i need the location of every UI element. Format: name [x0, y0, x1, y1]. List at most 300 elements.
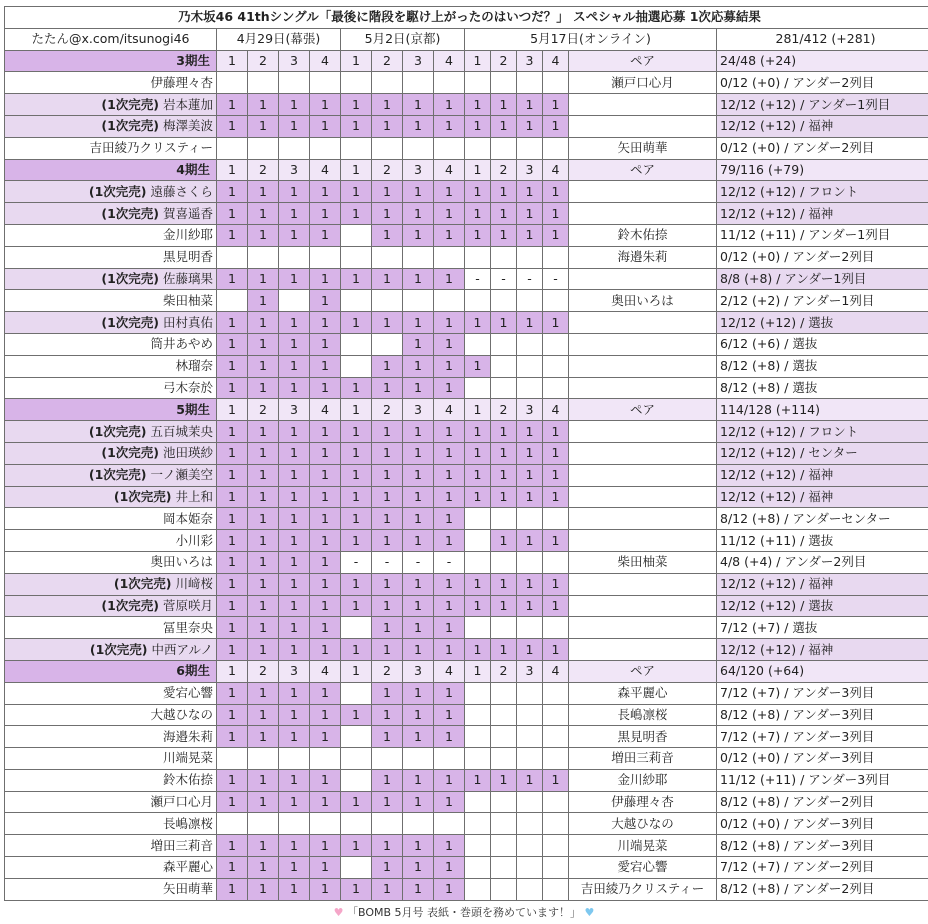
member-result: 12/12 (+12) / 福神 [717, 486, 928, 508]
member-row [5, 508, 928, 530]
session-cell [217, 246, 248, 268]
session-cell: 1 [465, 769, 491, 791]
session-cell: 1 [403, 508, 434, 530]
member-row [5, 595, 928, 617]
session-cell: 1 [248, 312, 279, 334]
session-cell: 1 [517, 312, 543, 334]
member-name-cell [5, 464, 217, 486]
session-cell: 1 [372, 355, 403, 377]
session-cell [465, 617, 491, 639]
member-result: 6/12 (+6) / 選抜 [717, 333, 928, 355]
session-cell [403, 246, 434, 268]
session-cell: 1 [341, 595, 372, 617]
session-cell: 1 [341, 573, 372, 595]
session-cell: 1 [403, 312, 434, 334]
member-result: 0/12 (+0) / アンダー3列目 [717, 748, 928, 770]
member-name-cell [5, 442, 217, 464]
session-cell [465, 704, 491, 726]
session-cell: 1 [403, 639, 434, 661]
pair-partner [569, 573, 717, 595]
slot-number: 4 [434, 399, 465, 421]
session-cell: 1 [248, 224, 279, 246]
session-cell: 1 [434, 94, 465, 116]
session-cell: 1 [310, 791, 341, 813]
sold-out-tag: (1次完売) [113, 488, 172, 504]
session-cell [341, 137, 372, 159]
title-row [5, 7, 928, 29]
session-cell: 1 [279, 486, 310, 508]
session-cell: 1 [217, 617, 248, 639]
session-cell: 1 [279, 377, 310, 399]
session-cell: 1 [248, 486, 279, 508]
pair-partner: 矢田萌華 [569, 137, 717, 159]
session-cell: 1 [310, 115, 341, 137]
session-cell: 1 [403, 377, 434, 399]
session-cell: 1 [434, 878, 465, 900]
pair-partner [569, 442, 717, 464]
slot-number: 2 [248, 660, 279, 682]
member-row [5, 181, 928, 203]
session-cell [543, 704, 569, 726]
session-cell [543, 835, 569, 857]
session-cell [279, 72, 310, 94]
session-cell: 1 [372, 530, 403, 552]
session-cell: 1 [465, 573, 491, 595]
session-cell [543, 355, 569, 377]
session-cell [543, 137, 569, 159]
session-cell [465, 508, 491, 530]
session-cell [341, 726, 372, 748]
member-name: 瀬戸口心月 [150, 794, 213, 810]
session-cell: 1 [217, 769, 248, 791]
session-cell: 1 [372, 791, 403, 813]
sold-out-tag: (1次完売) [101, 314, 159, 330]
session-cell: 1 [491, 224, 517, 246]
session-cell: 1 [341, 312, 372, 334]
session-cell: 1 [434, 791, 465, 813]
session-cell: 1 [517, 595, 543, 617]
session-cell: 1 [217, 835, 248, 857]
session-cell: 1 [248, 442, 279, 464]
member-result: 8/12 (+8) / アンダー3列目 [717, 835, 928, 857]
member-name: 川﨑桜 [175, 576, 213, 592]
session-cell: 1 [310, 704, 341, 726]
pair-header: ペア [569, 50, 717, 72]
member-row [5, 682, 928, 704]
slot-number: 4 [434, 660, 465, 682]
member-result: 8/12 (+8) / アンダー2列目 [717, 791, 928, 813]
session-cell [248, 137, 279, 159]
session-cell [279, 246, 310, 268]
member-result: 8/12 (+8) / アンダー3列目 [717, 704, 928, 726]
session-cell [279, 137, 310, 159]
member-row [5, 355, 928, 377]
session-cell [341, 769, 372, 791]
session-cell [465, 377, 491, 399]
session-cell: 1 [248, 355, 279, 377]
session-cell: 1 [491, 486, 517, 508]
session-cell [372, 748, 403, 770]
page-title: 乃木坂46 41thシングル「最後に階段を駆け上がったのはいつだ？」 スペシャル抽選応募 1次応募結果 [5, 7, 928, 29]
session-cell: 1 [403, 573, 434, 595]
sold-out-tag: (1次完売) [89, 641, 148, 657]
pair-partner [569, 333, 717, 355]
session-cell [491, 355, 517, 377]
session-cell [403, 72, 434, 94]
session-cell: 1 [434, 355, 465, 377]
member-name: 愛宕心響 [162, 685, 213, 701]
pair-partner: 黒見明香 [569, 726, 717, 748]
member-name-cell [5, 72, 217, 94]
member-name: 岡本姫奈 [162, 510, 213, 526]
generation-name: 6期生 [5, 660, 217, 682]
session-cell [465, 857, 491, 879]
slot-number: 1 [341, 50, 372, 72]
session-cell [465, 551, 491, 573]
sold-out-tag: (1次完売) [101, 597, 159, 613]
session-cell: 1 [403, 268, 434, 290]
session-cell: 1 [248, 551, 279, 573]
session-cell: 1 [434, 421, 465, 443]
slot-number: 3 [517, 660, 543, 682]
session-cell: 1 [310, 857, 341, 879]
session-cell: 1 [434, 203, 465, 225]
session-cell: 1 [279, 94, 310, 116]
session-cell: 1 [217, 791, 248, 813]
slot-number: 4 [310, 50, 341, 72]
session-cell: 1 [517, 573, 543, 595]
session-cell: 1 [310, 878, 341, 900]
member-name-cell [5, 290, 217, 312]
session-cell: 1 [403, 333, 434, 355]
session-cell: 1 [279, 835, 310, 857]
slot-number: 2 [248, 159, 279, 181]
session-cell: 1 [543, 312, 569, 334]
pair-partner: 増田三莉音 [569, 748, 717, 770]
session-cell [517, 508, 543, 530]
member-name: 川端晃菜 [162, 750, 213, 766]
member-name: 吉田綾乃クリスティー [89, 140, 213, 156]
session-cell: - [372, 551, 403, 573]
session-cell [279, 813, 310, 835]
member-row [5, 442, 928, 464]
session-cell: 1 [543, 595, 569, 617]
member-name: 奥田いろは [150, 554, 213, 570]
slot-number: 3 [403, 660, 434, 682]
session-cell: 1 [310, 486, 341, 508]
pair-partner [569, 530, 717, 552]
session-cell: 1 [341, 464, 372, 486]
session-cell: 1 [310, 224, 341, 246]
session-cell: 1 [491, 442, 517, 464]
session-cell: 1 [279, 878, 310, 900]
member-result: 8/8 (+8) / アンダー1列目 [717, 268, 928, 290]
session-cell: 1 [310, 835, 341, 857]
session-cell [434, 290, 465, 312]
session-cell: 1 [517, 115, 543, 137]
member-result: 2/12 (+2) / アンダー1列目 [717, 290, 928, 312]
pair-header: ペア [569, 159, 717, 181]
member-name: 海邉朱莉 [162, 728, 213, 744]
member-name: 一ノ瀬美空 [150, 467, 213, 483]
session-cell: 1 [434, 181, 465, 203]
pair-partner: 鈴木佑捺 [569, 224, 717, 246]
session-cell [217, 813, 248, 835]
generation-summary: 79/116 (+79) [717, 159, 928, 181]
session-cell: 1 [248, 769, 279, 791]
member-name: 大越ひなの [150, 706, 213, 722]
session-cell: 1 [341, 203, 372, 225]
slot-number: 4 [543, 660, 569, 682]
generation-header-row [5, 159, 928, 181]
session-cell: 1 [434, 224, 465, 246]
session-cell [517, 551, 543, 573]
session-cell: 1 [248, 726, 279, 748]
session-cell: 1 [434, 835, 465, 857]
session-cell: 1 [217, 857, 248, 879]
session-cell [543, 748, 569, 770]
session-cell [491, 704, 517, 726]
session-cell [543, 551, 569, 573]
session-cell: 1 [372, 115, 403, 137]
session-cell: 1 [543, 486, 569, 508]
session-cell: 1 [543, 421, 569, 443]
pair-partner [569, 486, 717, 508]
member-name-cell [5, 726, 217, 748]
session-cell: 1 [434, 486, 465, 508]
member-row [5, 115, 928, 137]
slot-number: 2 [491, 660, 517, 682]
member-row [5, 246, 928, 268]
session-cell [517, 377, 543, 399]
session-cell: 1 [517, 421, 543, 443]
slot-number: 4 [310, 660, 341, 682]
member-row [5, 290, 928, 312]
member-name-cell [5, 748, 217, 770]
session-cell [310, 72, 341, 94]
session-cell: 1 [310, 617, 341, 639]
session-cell [465, 530, 491, 552]
session-cell [517, 246, 543, 268]
session-cell [434, 246, 465, 268]
session-cell [543, 682, 569, 704]
session-cell: 1 [465, 595, 491, 617]
session-cell: 1 [341, 639, 372, 661]
session-cell [403, 813, 434, 835]
member-row [5, 72, 928, 94]
session-cell: 1 [434, 639, 465, 661]
session-cell: 1 [403, 421, 434, 443]
session-cell: 1 [217, 530, 248, 552]
session-cell [517, 682, 543, 704]
session-cell: 1 [372, 464, 403, 486]
pair-partner [569, 464, 717, 486]
member-name: 賀喜遥香 [162, 205, 213, 221]
session-cell [517, 290, 543, 312]
session-cell [465, 246, 491, 268]
session-cell [517, 835, 543, 857]
session-cell: 1 [341, 878, 372, 900]
session-cell: 1 [248, 639, 279, 661]
session-cell: 1 [434, 333, 465, 355]
member-row [5, 530, 928, 552]
slot-number: 2 [372, 159, 403, 181]
session-cell [543, 857, 569, 879]
session-cell [310, 137, 341, 159]
results-table [4, 6, 928, 901]
slot-number: 3 [279, 399, 310, 421]
session-cell: 1 [310, 530, 341, 552]
session-cell [517, 72, 543, 94]
session-cell: 1 [517, 486, 543, 508]
member-row [5, 813, 928, 835]
member-result: 11/12 (+11) / アンダー3列目 [717, 769, 928, 791]
session-cell: 1 [434, 595, 465, 617]
session-cell [465, 878, 491, 900]
member-name: 遠藤さくら [150, 183, 213, 199]
session-cell: 1 [403, 617, 434, 639]
slot-number: 1 [465, 50, 491, 72]
session-cell: 1 [465, 312, 491, 334]
date-header-online: 5月17日(オンライン) [465, 28, 717, 50]
pair-partner [569, 377, 717, 399]
session-cell: 1 [217, 312, 248, 334]
session-cell: 1 [403, 203, 434, 225]
session-cell: 1 [279, 530, 310, 552]
session-cell: 1 [310, 94, 341, 116]
pair-partner: 金川紗耶 [569, 769, 717, 791]
slot-number: 2 [248, 50, 279, 72]
session-cell: - [403, 551, 434, 573]
session-cell: 1 [217, 442, 248, 464]
session-cell: 1 [491, 181, 517, 203]
pair-partner [569, 94, 717, 116]
session-cell [465, 290, 491, 312]
slot-number: 3 [279, 50, 310, 72]
member-name: 柴田柚菜 [162, 292, 213, 308]
pair-partner [569, 115, 717, 137]
session-cell: 1 [217, 464, 248, 486]
member-name: 井上和 [175, 488, 213, 504]
member-row [5, 421, 928, 443]
session-cell [517, 137, 543, 159]
session-cell: 1 [279, 595, 310, 617]
session-cell [341, 748, 372, 770]
slot-number: 4 [310, 399, 341, 421]
member-row [5, 312, 928, 334]
member-result: 7/12 (+7) / アンダー3列目 [717, 726, 928, 748]
session-cell [517, 355, 543, 377]
session-cell: 1 [341, 508, 372, 530]
session-cell [543, 72, 569, 94]
session-cell: - [491, 268, 517, 290]
session-cell: 1 [341, 115, 372, 137]
session-cell: 1 [279, 333, 310, 355]
session-cell: 1 [491, 115, 517, 137]
session-cell: 1 [403, 94, 434, 116]
session-cell: 1 [465, 115, 491, 137]
member-row [5, 486, 928, 508]
session-cell: - [465, 268, 491, 290]
session-cell: 1 [403, 224, 434, 246]
session-cell [465, 72, 491, 94]
session-cell: 1 [279, 769, 310, 791]
session-cell [372, 246, 403, 268]
pair-partner: 海邉朱莉 [569, 246, 717, 268]
session-cell [491, 72, 517, 94]
session-cell: 1 [310, 769, 341, 791]
session-cell [310, 748, 341, 770]
session-cell: 1 [310, 551, 341, 573]
generation-summary: 24/48 (+24) [717, 50, 928, 72]
account-handle: たたん@x.com/itsunogi46 [5, 28, 217, 50]
session-cell: 1 [310, 682, 341, 704]
session-cell: 1 [279, 573, 310, 595]
session-cell: 1 [217, 595, 248, 617]
session-cell: 1 [310, 290, 341, 312]
session-cell [217, 137, 248, 159]
slot-number: 2 [372, 50, 403, 72]
session-cell: 1 [372, 421, 403, 443]
pair-partner [569, 203, 717, 225]
session-cell [517, 857, 543, 879]
member-row [5, 573, 928, 595]
session-cell [491, 813, 517, 835]
slot-number: 2 [491, 50, 517, 72]
member-result: 8/12 (+8) / 選抜 [717, 355, 928, 377]
session-cell [491, 377, 517, 399]
session-cell [517, 617, 543, 639]
member-name-cell [5, 530, 217, 552]
session-cell: 1 [372, 769, 403, 791]
session-cell: 1 [248, 464, 279, 486]
member-name-cell [5, 813, 217, 835]
slot-number: 3 [517, 399, 543, 421]
session-cell: 1 [403, 595, 434, 617]
member-name: 五百城茉央 [150, 423, 213, 439]
member-row [5, 377, 928, 399]
session-cell: 1 [372, 835, 403, 857]
member-row [5, 617, 928, 639]
session-cell [434, 72, 465, 94]
session-cell: 1 [279, 639, 310, 661]
session-cell: 1 [372, 94, 403, 116]
session-cell: 1 [310, 442, 341, 464]
session-cell: 1 [279, 355, 310, 377]
session-cell: 1 [372, 682, 403, 704]
session-cell: 1 [403, 682, 434, 704]
member-result: 11/12 (+11) / 選抜 [717, 530, 928, 552]
session-cell [543, 333, 569, 355]
session-cell: 1 [310, 726, 341, 748]
member-name-cell [5, 355, 217, 377]
member-name: 伊藤理々杏 [150, 74, 213, 90]
session-cell: 1 [248, 878, 279, 900]
generation-name: 5期生 [5, 399, 217, 421]
session-cell: 1 [403, 530, 434, 552]
session-cell: 1 [403, 704, 434, 726]
slot-number: 4 [543, 50, 569, 72]
session-cell: 1 [310, 639, 341, 661]
session-cell: 1 [217, 181, 248, 203]
session-cell: 1 [434, 442, 465, 464]
member-row [5, 878, 928, 900]
session-cell [341, 72, 372, 94]
session-cell: 1 [341, 181, 372, 203]
session-cell [543, 791, 569, 813]
session-cell: 1 [543, 464, 569, 486]
session-cell: 1 [372, 595, 403, 617]
